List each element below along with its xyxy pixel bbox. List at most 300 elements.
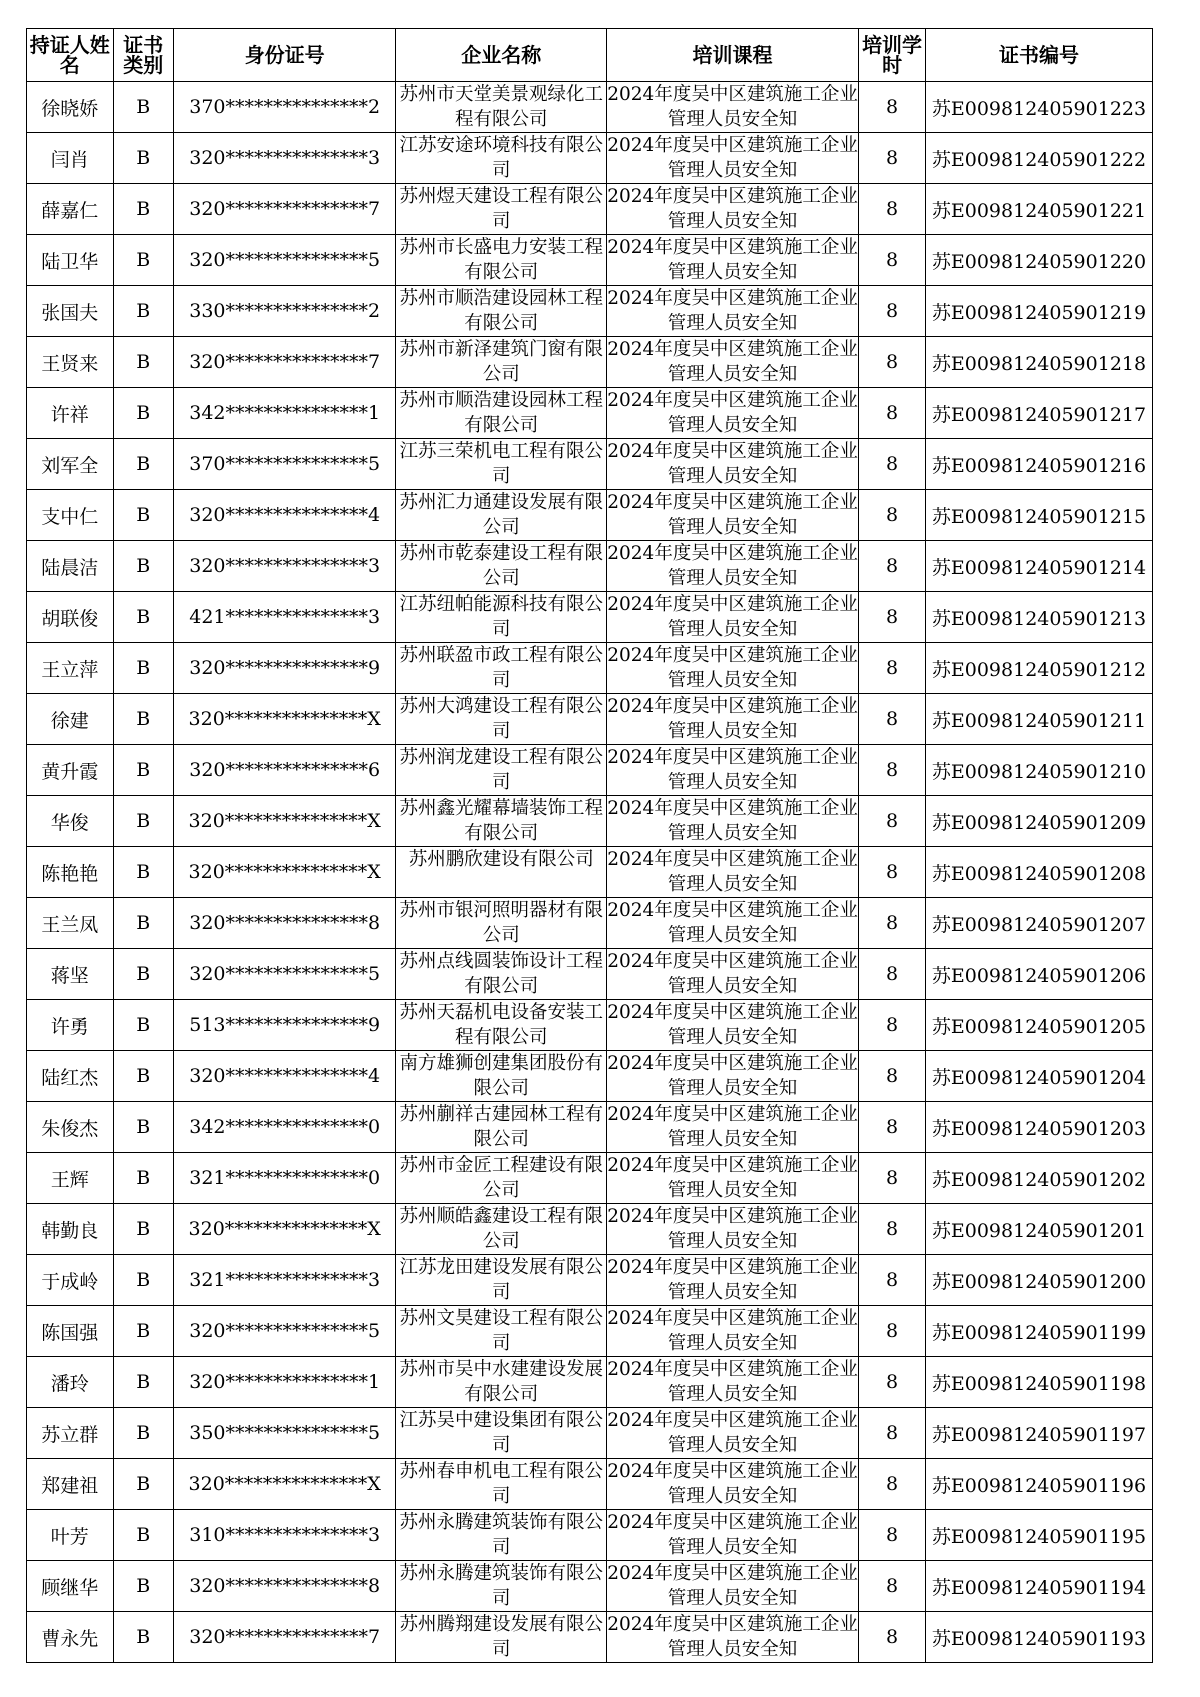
cell-enterprise: [396, 1561, 607, 1612]
cell-cert-no: 苏E009812405901199: [926, 1306, 1153, 1357]
table-row: [27, 286, 1153, 337]
cell-course: [606, 1051, 858, 1102]
cell-hours: 8: [859, 1000, 926, 1051]
cell-category: B: [113, 337, 173, 388]
cell-enterprise: [396, 1000, 607, 1051]
cell-hours: 8: [859, 1408, 926, 1459]
cell-id-number: 342***************1: [173, 388, 396, 439]
cell-course: [606, 694, 858, 745]
cell-cert-no: 苏E009812405901194: [926, 1561, 1153, 1612]
cell-enterprise-text: 苏州煜天建设工程有限公司: [399, 186, 603, 232]
cell-id-number: 320***************6: [173, 745, 396, 796]
cell-name: 黄升霞: [27, 745, 114, 796]
cell-hours: 8: [859, 1561, 926, 1612]
cell-hours: 8: [859, 286, 926, 337]
cell-name: 叶芳: [27, 1510, 114, 1561]
cell-course-text: 2024年度吴中区建筑施工企业管理人员安全知: [607, 747, 858, 793]
cell-enterprise-text: 苏州永腾建筑装饰有限公司: [399, 1512, 603, 1558]
table-row: [27, 439, 1153, 490]
cell-hours: 8: [859, 898, 926, 949]
cell-cert-no: 苏E009812405901203: [926, 1102, 1153, 1153]
cell-hours: 8: [859, 847, 926, 898]
cell-course-text: 2024年度吴中区建筑施工企业管理人员安全知: [607, 339, 858, 385]
cell-cert-no: 苏E009812405901201: [926, 1204, 1153, 1255]
cell-course: [606, 1510, 858, 1561]
cell-enterprise-text: 江苏吴中建设集团有限公司: [399, 1410, 603, 1456]
cell-cert-no: 苏E009812405901196: [926, 1459, 1153, 1510]
cell-cert-no: 苏E009812405901205: [926, 1000, 1153, 1051]
cell-id-number: 330***************2: [173, 286, 396, 337]
cell-enterprise-text: 苏州大鸿建设工程有限公司: [399, 696, 603, 742]
cell-name: 郑建祖: [27, 1459, 114, 1510]
cell-enterprise-text: 苏州市吴中水建建设发展有限公司: [399, 1359, 603, 1405]
cell-hours: 8: [859, 796, 926, 847]
cell-cert-no: 苏E009812405901200: [926, 1255, 1153, 1306]
cell-course: [606, 1561, 858, 1612]
cell-enterprise: [396, 694, 607, 745]
cell-cert-no: 苏E009812405901222: [926, 133, 1153, 184]
cell-cert-no: 苏E009812405901214: [926, 541, 1153, 592]
cell-name: 朱俊杰: [27, 1102, 114, 1153]
cell-enterprise-text: 苏州鑫光耀幕墙装饰工程有限公司: [399, 798, 603, 844]
cell-enterprise-text: 南方雄狮创建集团股份有限公司: [399, 1053, 603, 1099]
cell-enterprise-text: 苏州汇力通建设发展有限公司: [399, 492, 603, 538]
cell-course-text: 2024年度吴中区建筑施工企业管理人员安全知: [607, 1155, 858, 1201]
cell-cert-no: 苏E009812405901206: [926, 949, 1153, 1000]
cell-enterprise-text: 苏州点线圆装饰设计工程有限公司: [399, 951, 603, 997]
cell-id-number: 320***************9: [173, 643, 396, 694]
table-row: [27, 1306, 1153, 1357]
header-course: 培训课程: [606, 29, 858, 82]
cell-course-text: 2024年度吴中区建筑施工企业管理人员安全知: [607, 441, 858, 487]
cell-enterprise-text: 苏州市顺浩建设园林工程有限公司: [399, 390, 603, 436]
cell-course-text: 2024年度吴中区建筑施工企业管理人员安全知: [607, 900, 858, 946]
cell-course-text: 2024年度吴中区建筑施工企业管理人员安全知: [607, 1614, 858, 1660]
cell-hours: 8: [859, 439, 926, 490]
cell-name: 陆卫华: [27, 235, 114, 286]
header-name: 持证人姓名: [27, 29, 114, 82]
cell-hours: 8: [859, 1051, 926, 1102]
cell-course-text: 2024年度吴中区建筑施工企业管理人员安全知: [607, 390, 858, 436]
cell-course-text: 2024年度吴中区建筑施工企业管理人员安全知: [607, 1053, 858, 1099]
cell-hours: 8: [859, 1204, 926, 1255]
cell-category: B: [113, 1000, 173, 1051]
table-row: [27, 745, 1153, 796]
cell-enterprise-text: 苏州市长盛电力安装工程有限公司: [399, 237, 603, 283]
cell-hours: 8: [859, 235, 926, 286]
cell-id-number: 320***************8: [173, 1561, 396, 1612]
cell-id-number: 342***************0: [173, 1102, 396, 1153]
cell-enterprise: [396, 745, 607, 796]
cell-enterprise-text: 苏州文昊建设工程有限公司: [399, 1308, 603, 1354]
cell-hours: 8: [859, 133, 926, 184]
cell-course: [606, 235, 858, 286]
cell-course: [606, 643, 858, 694]
cell-course: [606, 337, 858, 388]
cell-name: 薛嘉仁: [27, 184, 114, 235]
cell-category: B: [113, 388, 173, 439]
cell-enterprise-text: 江苏龙田建设发展有限公司: [399, 1257, 603, 1303]
cell-id-number: 310***************3: [173, 1510, 396, 1561]
cell-cert-no: 苏E009812405901223: [926, 82, 1153, 133]
table-row: [27, 643, 1153, 694]
header-cert-no: 证书编号: [926, 29, 1153, 82]
cell-course: [606, 796, 858, 847]
cell-name: 华俊: [27, 796, 114, 847]
cell-enterprise-text: 苏州市天堂美景观绿化工程有限公司: [399, 84, 603, 130]
cell-cert-no: 苏E009812405901220: [926, 235, 1153, 286]
cell-name: 蒋坚: [27, 949, 114, 1000]
cell-cert-no: 苏E009812405901211: [926, 694, 1153, 745]
cell-course: [606, 592, 858, 643]
header-hours: 培训学时: [859, 29, 926, 82]
cell-enterprise-text: 苏州永腾建筑装饰有限公司: [399, 1563, 603, 1609]
cell-enterprise-text: 苏州顺皓鑫建设工程有限公司: [399, 1206, 603, 1252]
cell-name: 陈国强: [27, 1306, 114, 1357]
cell-cert-no: 苏E009812405901209: [926, 796, 1153, 847]
table-row: [27, 1561, 1153, 1612]
cell-hours: 8: [859, 1357, 926, 1408]
cell-course-text: 2024年度吴中区建筑施工企业管理人员安全知: [607, 1257, 858, 1303]
cell-course: [606, 286, 858, 337]
table-row: [27, 1408, 1153, 1459]
cell-id-number: 320***************7: [173, 337, 396, 388]
cell-course-text: 2024年度吴中区建筑施工企业管理人员安全知: [607, 84, 858, 130]
cell-enterprise: [396, 388, 607, 439]
cell-enterprise-text: 苏州春申机电工程有限公司: [399, 1461, 603, 1507]
cell-hours: 8: [859, 1306, 926, 1357]
cell-course: [606, 1153, 858, 1204]
cell-hours: 8: [859, 337, 926, 388]
cell-enterprise-text: 江苏纽帕能源科技有限公司: [399, 594, 603, 640]
cell-course: [606, 184, 858, 235]
cell-hours: 8: [859, 184, 926, 235]
cell-hours: 8: [859, 1153, 926, 1204]
cell-enterprise-text: 苏州润龙建设工程有限公司: [399, 747, 603, 793]
cell-category: B: [113, 490, 173, 541]
cell-hours: 8: [859, 1510, 926, 1561]
table-row: [27, 541, 1153, 592]
cell-hours: 8: [859, 541, 926, 592]
cell-course-text: 2024年度吴中区建筑施工企业管理人员安全知: [607, 849, 858, 895]
cell-course: [606, 1102, 858, 1153]
table-row: [27, 898, 1153, 949]
cell-id-number: 320***************X: [173, 694, 396, 745]
cell-enterprise: [396, 1153, 607, 1204]
cell-course-text: 2024年度吴中区建筑施工企业管理人员安全知: [607, 951, 858, 997]
cell-cert-no: 苏E009812405901217: [926, 388, 1153, 439]
table-row: [27, 133, 1153, 184]
cell-course: [606, 490, 858, 541]
cell-id-number: 321***************0: [173, 1153, 396, 1204]
cell-course-text: 2024年度吴中区建筑施工企业管理人员安全知: [607, 1308, 858, 1354]
cell-course: [606, 898, 858, 949]
cell-enterprise-text: 苏州天磊机电设备安装工程有限公司: [399, 1002, 603, 1048]
cell-hours: 8: [859, 694, 926, 745]
cell-course-text: 2024年度吴中区建筑施工企业管理人员安全知: [607, 1512, 858, 1558]
cell-course: [606, 1612, 858, 1663]
header-category: 证书类别: [113, 29, 173, 82]
cell-cert-no: 苏E009812405901210: [926, 745, 1153, 796]
cell-name: 王辉: [27, 1153, 114, 1204]
cell-id-number: 320***************5: [173, 235, 396, 286]
cell-course-text: 2024年度吴中区建筑施工企业管理人员安全知: [607, 1002, 858, 1048]
cell-course-text: 2024年度吴中区建筑施工企业管理人员安全知: [607, 645, 858, 691]
cell-category: B: [113, 847, 173, 898]
cell-cert-no: 苏E009812405901208: [926, 847, 1153, 898]
cell-enterprise-text: 苏州鹏欣建设有限公司: [408, 849, 594, 870]
cell-category: B: [113, 1408, 173, 1459]
cell-cert-no: 苏E009812405901202: [926, 1153, 1153, 1204]
cell-id-number: 320***************3: [173, 541, 396, 592]
cell-category: B: [113, 1204, 173, 1255]
cell-enterprise: [396, 541, 607, 592]
cell-id-number: 320***************4: [173, 490, 396, 541]
cell-course: [606, 1204, 858, 1255]
table-row: [27, 1357, 1153, 1408]
cell-category: B: [113, 1612, 173, 1663]
cell-category: B: [113, 898, 173, 949]
cell-enterprise: [396, 1306, 607, 1357]
table-body: [27, 82, 1153, 1663]
cell-category: B: [113, 286, 173, 337]
cell-category: B: [113, 1102, 173, 1153]
cell-cert-no: 苏E009812405901218: [926, 337, 1153, 388]
cell-cert-no: 苏E009812405901195: [926, 1510, 1153, 1561]
cell-category: B: [113, 643, 173, 694]
cell-enterprise: [396, 286, 607, 337]
cell-hours: 8: [859, 1255, 926, 1306]
cell-course: [606, 847, 858, 898]
cell-name: 曹永先: [27, 1612, 114, 1663]
cell-id-number: 370***************2: [173, 82, 396, 133]
cell-enterprise-text: 苏州市银河照明器材有限公司: [399, 900, 603, 946]
cell-cert-no: 苏E009812405901213: [926, 592, 1153, 643]
cell-course-text: 2024年度吴中区建筑施工企业管理人员安全知: [607, 543, 858, 589]
cell-name: 陆晨洁: [27, 541, 114, 592]
table-row: [27, 337, 1153, 388]
cell-id-number: 320***************8: [173, 898, 396, 949]
cell-id-number: 370***************5: [173, 439, 396, 490]
cell-category: B: [113, 1306, 173, 1357]
cell-category: B: [113, 1459, 173, 1510]
cell-enterprise: [396, 439, 607, 490]
header-enterprise: 企业名称: [396, 29, 607, 82]
cell-enterprise: [396, 592, 607, 643]
table-row: [27, 1000, 1153, 1051]
cell-enterprise-text: 苏州市金匠工程建设有限公司: [399, 1155, 603, 1201]
cell-id-number: 320***************4: [173, 1051, 396, 1102]
cell-course-text: 2024年度吴中区建筑施工企业管理人员安全知: [607, 288, 858, 334]
cell-id-number: 320***************3: [173, 133, 396, 184]
cell-category: B: [113, 1051, 173, 1102]
cell-hours: 8: [859, 1102, 926, 1153]
header-id-number: 身份证号: [173, 29, 396, 82]
table-row: [27, 1612, 1153, 1663]
cell-course-text: 2024年度吴中区建筑施工企业管理人员安全知: [607, 594, 858, 640]
table-row: [27, 1255, 1153, 1306]
cell-course-text: 2024年度吴中区建筑施工企业管理人员安全知: [607, 1206, 858, 1252]
cell-course-text: 2024年度吴中区建筑施工企业管理人员安全知: [607, 798, 858, 844]
cell-name: 刘军全: [27, 439, 114, 490]
table-row: [27, 1510, 1153, 1561]
cell-enterprise: [396, 1510, 607, 1561]
table-row: [27, 1102, 1153, 1153]
cell-category: B: [113, 592, 173, 643]
cell-enterprise: [396, 337, 607, 388]
cell-course-text: 2024年度吴中区建筑施工企业管理人员安全知: [607, 186, 858, 232]
cell-enterprise: [396, 1255, 607, 1306]
cell-course: [606, 133, 858, 184]
table-row: [27, 592, 1153, 643]
cell-category: B: [113, 235, 173, 286]
cell-name: 于成岭: [27, 1255, 114, 1306]
cell-name: 苏立群: [27, 1408, 114, 1459]
cell-id-number: 320***************X: [173, 847, 396, 898]
cell-course: [606, 439, 858, 490]
cell-category: B: [113, 1561, 173, 1612]
table-row: [27, 694, 1153, 745]
cell-name: 许勇: [27, 1000, 114, 1051]
cell-enterprise-text: 苏州腾翔建设发展有限公司: [399, 1614, 603, 1660]
cell-course: [606, 1459, 858, 1510]
cell-course-text: 2024年度吴中区建筑施工企业管理人员安全知: [607, 237, 858, 283]
cell-hours: 8: [859, 745, 926, 796]
cell-category: B: [113, 1255, 173, 1306]
cell-enterprise: [396, 82, 607, 133]
cell-category: B: [113, 949, 173, 1000]
cell-enterprise: [396, 490, 607, 541]
table-row: [27, 949, 1153, 1000]
cell-name: 支中仁: [27, 490, 114, 541]
cell-course-text: 2024年度吴中区建筑施工企业管理人员安全知: [607, 1563, 858, 1609]
cell-course: [606, 1000, 858, 1051]
cell-course-text: 2024年度吴中区建筑施工企业管理人员安全知: [607, 1461, 858, 1507]
cell-enterprise: [396, 1051, 607, 1102]
cell-id-number: 320***************5: [173, 1306, 396, 1357]
cell-category: B: [113, 1153, 173, 1204]
cell-course: [606, 949, 858, 1000]
cell-enterprise: [396, 1408, 607, 1459]
certificate-table: [26, 28, 1153, 1663]
cell-cert-no: 苏E009812405901198: [926, 1357, 1153, 1408]
cell-hours: 8: [859, 949, 926, 1000]
cell-enterprise-text: 江苏安途环境科技有限公司: [399, 135, 603, 181]
cell-category: B: [113, 1510, 173, 1561]
cell-enterprise-text: 苏州市顺浩建设园林工程有限公司: [399, 288, 603, 334]
cell-category: B: [113, 439, 173, 490]
cell-hours: 8: [859, 490, 926, 541]
cell-enterprise: [396, 949, 607, 1000]
cell-hours: 8: [859, 82, 926, 133]
cell-course-text: 2024年度吴中区建筑施工企业管理人员安全知: [607, 1359, 858, 1405]
cell-category: B: [113, 796, 173, 847]
cell-id-number: 320***************1: [173, 1357, 396, 1408]
cell-name: 许祥: [27, 388, 114, 439]
cell-name: 徐晓娇: [27, 82, 114, 133]
cell-name: 韩勤良: [27, 1204, 114, 1255]
cell-enterprise: [396, 133, 607, 184]
cell-hours: 8: [859, 388, 926, 439]
table-row: [27, 1459, 1153, 1510]
cell-course-text: 2024年度吴中区建筑施工企业管理人员安全知: [607, 1410, 858, 1456]
cell-course: [606, 82, 858, 133]
cell-enterprise-text: 江苏三荣机电工程有限公司: [399, 441, 603, 487]
cell-course: [606, 1357, 858, 1408]
table-row: [27, 1204, 1153, 1255]
cell-enterprise: [396, 796, 607, 847]
cell-name: 闫肖: [27, 133, 114, 184]
cell-cert-no: 苏E009812405901212: [926, 643, 1153, 694]
cell-enterprise: [396, 235, 607, 286]
cell-enterprise-text: 苏州联盈市政工程有限公司: [399, 645, 603, 691]
cell-name: 徐建: [27, 694, 114, 745]
cell-enterprise-text: 苏州市新泽建筑门窗有限公司: [399, 339, 603, 385]
header-row: [27, 29, 1153, 82]
cell-enterprise-text: 苏州蒯祥古建园林工程有限公司: [399, 1104, 603, 1150]
table-row: [27, 1051, 1153, 1102]
table-row: [27, 796, 1153, 847]
cell-hours: 8: [859, 1612, 926, 1663]
cell-enterprise: [396, 847, 607, 898]
table-row: [27, 1153, 1153, 1204]
cell-cert-no: 苏E009812405901207: [926, 898, 1153, 949]
cell-course-text: 2024年度吴中区建筑施工企业管理人员安全知: [607, 492, 858, 538]
cell-hours: 8: [859, 1459, 926, 1510]
cell-name: 陈艳艳: [27, 847, 114, 898]
cell-id-number: 320***************5: [173, 949, 396, 1000]
cell-cert-no: 苏E009812405901197: [926, 1408, 1153, 1459]
cell-course: [606, 388, 858, 439]
cell-name: 王贤来: [27, 337, 114, 388]
cell-enterprise: [396, 184, 607, 235]
cell-id-number: 320***************7: [173, 184, 396, 235]
cell-category: B: [113, 694, 173, 745]
cell-enterprise: [396, 643, 607, 694]
cell-enterprise: [396, 1357, 607, 1408]
cell-cert-no: 苏E009812405901204: [926, 1051, 1153, 1102]
cell-cert-no: 苏E009812405901193: [926, 1612, 1153, 1663]
cell-id-number: 421***************3: [173, 592, 396, 643]
table-row: [27, 184, 1153, 235]
cell-course-text: 2024年度吴中区建筑施工企业管理人员安全知: [607, 1104, 858, 1150]
cell-id-number: 320***************7: [173, 1612, 396, 1663]
cell-category: B: [113, 184, 173, 235]
cell-enterprise-text: 苏州市乾泰建设工程有限公司: [399, 543, 603, 589]
cell-name: 胡联俊: [27, 592, 114, 643]
cell-enterprise: [396, 1102, 607, 1153]
cell-course-text: 2024年度吴中区建筑施工企业管理人员安全知: [607, 135, 858, 181]
cell-id-number: 320***************X: [173, 796, 396, 847]
table-row: [27, 388, 1153, 439]
cell-name: 潘玲: [27, 1357, 114, 1408]
cell-course-text: 2024年度吴中区建筑施工企业管理人员安全知: [607, 696, 858, 742]
table-header: [27, 29, 1153, 82]
cell-course: [606, 541, 858, 592]
cell-id-number: 321***************3: [173, 1255, 396, 1306]
cell-cert-no: 苏E009812405901221: [926, 184, 1153, 235]
cell-category: B: [113, 541, 173, 592]
cell-name: 张国夫: [27, 286, 114, 337]
table-row: [27, 82, 1153, 133]
cell-course: [606, 745, 858, 796]
cell-category: B: [113, 133, 173, 184]
cell-category: B: [113, 82, 173, 133]
cell-category: B: [113, 745, 173, 796]
cell-course: [606, 1306, 858, 1357]
cell-id-number: 320***************X: [173, 1459, 396, 1510]
table-row: [27, 235, 1153, 286]
